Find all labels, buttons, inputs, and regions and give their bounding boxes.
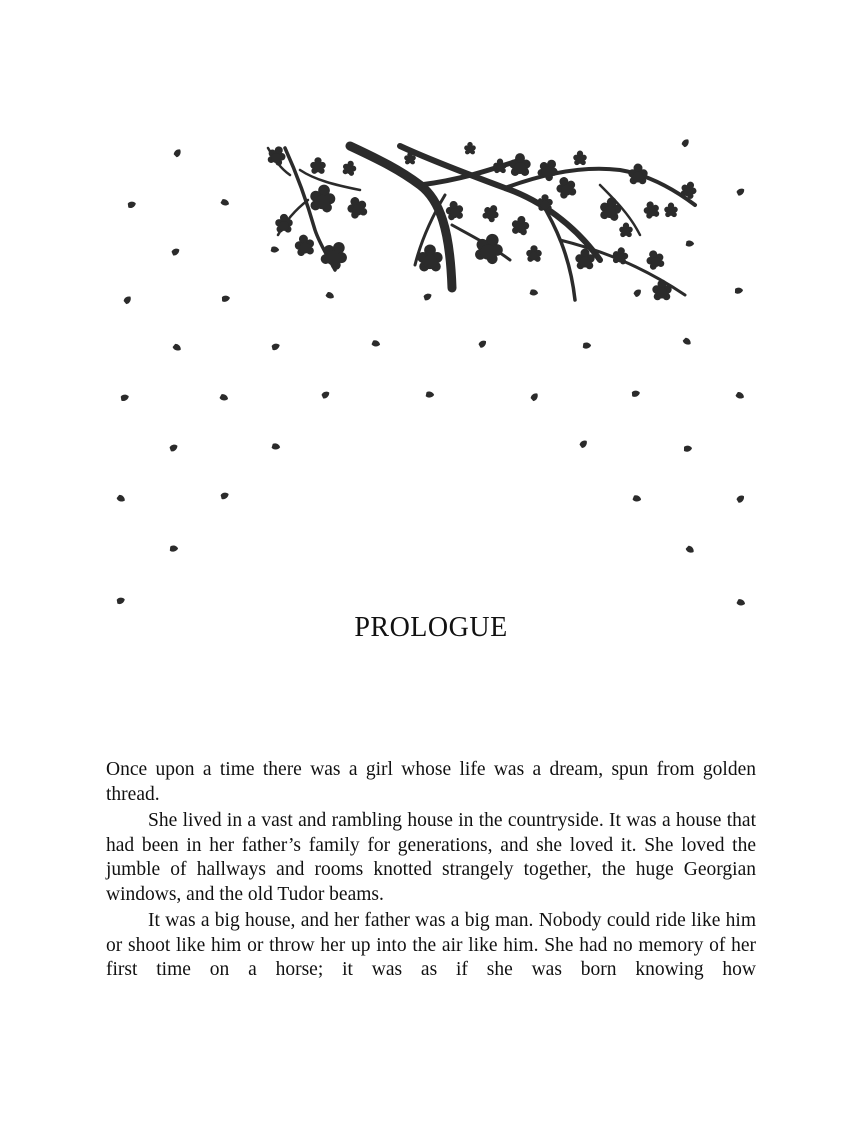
falling-leaf-icon (423, 292, 433, 300)
falling-leaf-icon (530, 392, 540, 402)
leaf-icon (317, 236, 352, 272)
falling-leaf-icon (529, 289, 539, 297)
leaf-icon (509, 153, 530, 176)
falling-leaf-icon (271, 343, 280, 351)
leaf-icon (308, 183, 338, 214)
falling-leaf-icon (172, 343, 182, 353)
falling-leaf-icon (632, 494, 642, 503)
falling-leaf-icon (170, 545, 179, 552)
falling-leaf-icon (426, 391, 435, 399)
leaf-icon (642, 200, 661, 220)
leaf-icon (480, 202, 502, 224)
falling-leaf-icon (325, 291, 335, 301)
falling-leaf-icon (116, 494, 126, 504)
falling-leaf-icon (682, 337, 692, 347)
leaf-icon (652, 280, 671, 301)
falling-leaf-icon (681, 138, 691, 148)
leaf-icon (628, 164, 647, 185)
falling-leaf-icon (173, 148, 183, 158)
falling-leaf-icon (220, 198, 230, 207)
leaf-icon (341, 159, 358, 177)
leaf-icon (310, 157, 326, 174)
leaf-icon (573, 151, 587, 166)
falling-leaf-icon (736, 494, 746, 503)
leaf-icon (664, 203, 678, 218)
falling-leaf-icon (632, 390, 640, 397)
falling-leaf-icon (123, 295, 133, 305)
leaf-icon (344, 194, 369, 220)
falling-leaf-icon (686, 240, 695, 248)
paragraph-1: Once upon a time there was a girl whose life was a dream, spun from golden thread. (106, 759, 756, 805)
falling-leaf-icon (633, 288, 643, 298)
leaf-icon (464, 142, 476, 154)
falling-leaf-icon (121, 394, 130, 401)
falling-leaf-icon (169, 443, 179, 452)
falling-leaf-icon (270, 246, 279, 254)
falling-leaf-icon (222, 295, 230, 302)
falling-leaf-icon (128, 201, 137, 208)
leaf-icon (526, 245, 542, 262)
leaf-icon (510, 215, 530, 236)
falling-leaf-icon (321, 390, 331, 399)
falling-leaf-icon (478, 339, 488, 348)
leaf-icon (537, 194, 553, 211)
falling-leaf-icon (371, 339, 381, 348)
falling-leaf-icon (583, 342, 592, 349)
falling-leaf-icon (220, 492, 229, 500)
falling-leaf-icon (735, 287, 743, 293)
falling-leaf-icon (736, 187, 746, 196)
falling-leaf-icon (579, 439, 589, 449)
chapter-body (106, 758, 756, 985)
leaf-icon (493, 159, 507, 174)
falling-leaf-icon (271, 443, 280, 451)
falling-leaf-icon (735, 391, 745, 401)
leaf-icon (472, 230, 507, 267)
paragraph-2: She lived in a vast and rambling house in the countryside. It was a house that had been in her father’s family for generations, and she loved it. She loved the jumble of hallways and rooms knotted strangely together, the huge Georgian windows, and the old Tudor beams. (106, 810, 756, 905)
falling-leaf-icon (684, 446, 692, 452)
chapter-title: PROLOGUE (354, 612, 508, 643)
leaf-icon (444, 200, 464, 221)
falling-leaf-icon (116, 597, 125, 604)
leaf-icon (553, 174, 578, 200)
leaf-cluster-icon (266, 142, 699, 300)
falling-leaf-icon (219, 393, 229, 402)
leaf-icon (293, 233, 316, 257)
tree-branch-icon (268, 146, 695, 300)
leaf-icon (644, 248, 667, 272)
leaf-icon (598, 196, 623, 222)
paragraph-3: It was a big house, and her father was a big man. Nobody could ride like him or shoot like him or throw her up into the air like him. She had no memory of her first time on a horse; it was as if she was born knowing how (106, 910, 756, 980)
falling-leaf-icon (736, 598, 746, 607)
falling-leaf-icon (685, 545, 695, 555)
falling-leaf-icon (171, 247, 181, 256)
leaf-icon (619, 223, 633, 238)
